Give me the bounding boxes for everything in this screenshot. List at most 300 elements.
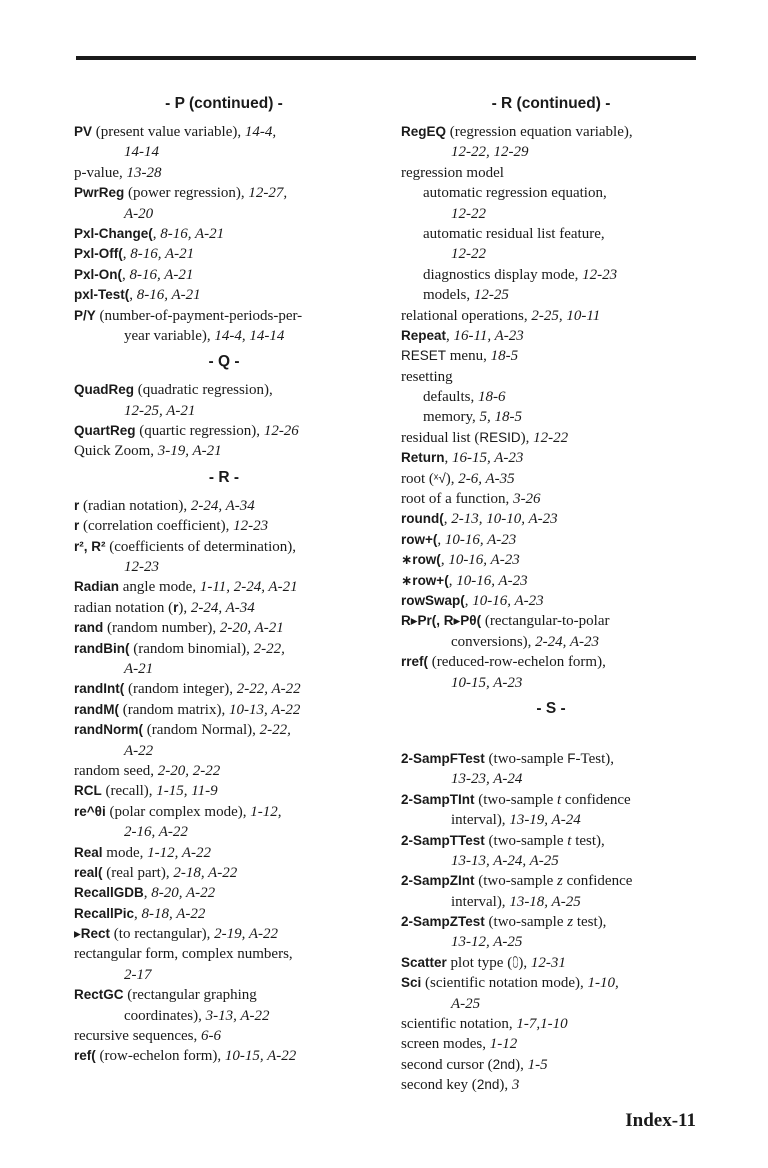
entry-text: screen modes,: [401, 1036, 490, 1053]
entry-text: plot type (: [446, 954, 513, 971]
page-reference: 12-22: [533, 429, 569, 446]
index-entry-line: [74, 537, 374, 557]
entry-keyword: re^θi: [74, 803, 106, 819]
index-entry-line: [74, 985, 374, 1005]
index-entry-line: [401, 367, 701, 387]
entry-keyword: 2-SampTTest: [401, 832, 485, 848]
section-gap: [401, 727, 701, 749]
index-entry-line: [74, 401, 374, 421]
index-entry-line: [74, 122, 374, 142]
entry-keyword: RegEQ: [401, 124, 447, 139]
entry-keyword: randNorm(: [74, 722, 144, 738]
entry-text: radian notation (: [74, 599, 174, 616]
page-reference: 8-16, A-21: [130, 246, 195, 263]
index-entry-line: [401, 611, 701, 631]
page-reference: 12-23: [124, 559, 159, 576]
entry-text: root of a function,: [401, 491, 514, 508]
page-reference: 6-6: [201, 1028, 222, 1045]
index-entry-line: [401, 571, 701, 591]
index-entry-line: [401, 122, 701, 142]
entry-keyword: r: [74, 497, 80, 513]
page-reference: 2-24, A-34: [190, 599, 255, 616]
entry-keyword: ref(: [74, 1048, 96, 1064]
page-reference: 1-12, A-22: [147, 844, 211, 861]
page-reference: 3-19, A-21: [157, 443, 222, 460]
index-entry-line: [401, 790, 701, 810]
entry-text: models,: [423, 287, 474, 304]
index-entry-line: [74, 516, 374, 536]
entry-text: (two-sample: [484, 750, 568, 767]
page-reference: 3: [511, 1077, 520, 1094]
entry-text: ,: [143, 885, 152, 902]
entry-keyword: P/Y: [74, 307, 96, 323]
page-reference: 10-13, A-22: [228, 701, 301, 718]
entry-text: year variable),: [124, 327, 215, 344]
page-reference: 10-16, A-23: [456, 572, 528, 589]
entry-text: residual list (: [401, 429, 480, 446]
entry-text: ,: [443, 511, 452, 528]
index-entry-line: [74, 802, 374, 822]
entry-text: (rectangular-to-polar: [481, 613, 610, 630]
page-reference: 8-20, A-22: [151, 885, 216, 902]
index-entry-line: [401, 428, 701, 448]
page-reference: 10-15, A-23: [451, 674, 523, 691]
page-number: Index-11: [625, 1110, 696, 1131]
entry-keyword: PwrReg: [74, 185, 125, 201]
entry-text: relational operations,: [401, 307, 532, 324]
page-reference: 10-16, A-23: [444, 531, 517, 548]
page-reference: 2-22,: [253, 640, 285, 657]
index-entry-line: [74, 965, 374, 985]
index-entry-line: [74, 1026, 374, 1046]
index-entry-line: [74, 679, 374, 699]
index-entry-line: [401, 448, 701, 468]
entry-text: (random Normal),: [143, 722, 260, 739]
entry-text: conversions),: [451, 633, 536, 650]
entry-text: interval),: [451, 893, 510, 910]
entry-text: (real part),: [102, 864, 174, 881]
page-reference: 12-31: [530, 954, 566, 971]
page-reference: 2-24, A-34: [190, 497, 255, 514]
entry-keyword: pxl-Test(: [74, 287, 130, 303]
entry-text: confidence: [561, 791, 631, 808]
entry-keyword: rand: [74, 620, 104, 636]
page-reference: t: [567, 832, 572, 849]
entry-keyword: Scatter: [401, 954, 447, 970]
index-entry-line: [74, 380, 374, 400]
entry-text: (random integer),: [124, 681, 237, 698]
entry-keyword: r: [74, 518, 80, 534]
page-reference: 2-20, A-21: [219, 620, 284, 637]
index-entry-line: [74, 577, 374, 597]
index-entry-line: [74, 224, 374, 244]
page-reference: 5, 18-5: [479, 409, 523, 426]
entry-text: mode,: [102, 844, 148, 861]
entry-text: automatic regression equation,: [423, 185, 607, 202]
page-reference: 13-28: [126, 164, 162, 181]
index-entry-line: [74, 306, 374, 326]
page-reference: 10-16, A-23: [448, 552, 520, 569]
page-reference: 2-25, 10-11: [531, 307, 601, 324]
index-entry-line: [401, 1055, 701, 1075]
entry-text: (row-echelon form),: [95, 1048, 225, 1065]
entry-keyword: 2-SampFTest: [401, 750, 485, 766]
entry-text: (reduced-row-echelon form),: [428, 654, 606, 671]
index-entry-line: [401, 142, 701, 162]
entry-text: regression model: [401, 164, 504, 181]
index-entry-line: [74, 639, 374, 659]
entry-keyword: 2-SampZInt: [401, 873, 475, 889]
index-entry-line: [74, 557, 374, 577]
index-entry-line: [74, 163, 374, 183]
index-entry-line: [401, 851, 701, 871]
entry-text: angle mode,: [119, 579, 200, 596]
entry-keyword: Repeat: [401, 327, 447, 343]
page-reference: 13-18, A-25: [509, 893, 581, 910]
entry-text: second key (: [401, 1077, 477, 1094]
entry-text: (correlation coefficient),: [79, 518, 234, 535]
page-reference: 1-10,: [587, 975, 619, 992]
index-entry-line: [401, 224, 701, 244]
page-reference: 1-11, 2-24, A-21: [199, 579, 298, 596]
page-reference: 8-16, A-21: [136, 287, 201, 304]
entry-text: (radian notation),: [79, 497, 191, 514]
page-reference: 2-24, A-23: [535, 633, 600, 650]
page-reference: 1-12: [489, 1036, 518, 1053]
page-reference: 2-13, 10-10, A-23: [451, 511, 558, 528]
entry-keyword: rref(: [401, 654, 429, 670]
page-reference: 2-22,: [259, 722, 291, 739]
entry-text: (two-sample: [474, 873, 557, 890]
entry-text: ,: [152, 225, 161, 242]
entry-text: p-value,: [74, 164, 127, 181]
page-reference: 10-15, A-22: [224, 1048, 297, 1065]
entry-text: ,: [440, 552, 449, 569]
index-entry-line: [74, 204, 374, 224]
page-reference: 8-16, A-21: [129, 266, 194, 283]
index-entry-line: [74, 944, 374, 964]
page-reference: 12-22: [451, 205, 486, 222]
entry-text: (recall),: [101, 783, 157, 800]
index-entry-line: [401, 892, 701, 912]
page-reference: 12-27,: [248, 185, 288, 202]
page-reference: 12-25: [473, 287, 509, 304]
entry-keyword: RectGC: [74, 987, 124, 1003]
entry-text: ),: [518, 954, 531, 971]
section-heading: - R -: [208, 468, 240, 486]
entry-keyword: r: [173, 599, 179, 615]
index-entry-line: [401, 1034, 701, 1054]
entry-symbol: ˣ√: [433, 470, 446, 486]
index-entry-line: [401, 509, 701, 529]
index-entry-line: [401, 407, 701, 427]
page-reference: 18-5: [490, 348, 519, 365]
entry-keyword: 2-SampZTest: [401, 914, 485, 930]
index-entry-line: [74, 863, 374, 883]
entry-text: (random number),: [103, 620, 220, 637]
index-entry-line: [401, 831, 701, 851]
entry-text: (number-of-payment-periods-per-: [95, 307, 303, 324]
index-entry-line: [401, 265, 701, 285]
index-entry-line: [401, 469, 701, 489]
index-column-left: [74, 92, 374, 1067]
index-entry-line: [74, 326, 374, 346]
page-reference: 12-22, 12-29: [451, 144, 529, 161]
index-entry-line: [401, 326, 701, 346]
entry-text: root (: [401, 470, 434, 487]
entry-keyword: Sci: [401, 975, 422, 991]
index-entry-line: [401, 489, 701, 509]
index-entry-line: [74, 285, 374, 305]
page-reference: 18-6: [477, 389, 506, 406]
entry-keyword: 2-SampTInt: [401, 791, 475, 807]
index-entry-line: [74, 265, 374, 285]
entry-text: confidence: [562, 873, 633, 890]
page-reference: 8-16, A-21: [160, 225, 225, 242]
entry-text: (rectangular graphing: [123, 987, 257, 1004]
entry-text: ,: [444, 450, 452, 467]
page-reference: A-21: [124, 660, 154, 677]
entry-text: menu,: [446, 348, 491, 365]
page-reference: 14-4, 14-14: [214, 327, 285, 344]
index-entry-line: [74, 659, 374, 679]
index-entry-line: [401, 749, 701, 769]
index-entry-line: [74, 244, 374, 264]
index-entry-line: [74, 183, 374, 203]
section-heading: - S -: [536, 699, 566, 717]
index-entry-line: [401, 632, 701, 652]
page-reference: 13-12, A-25: [451, 934, 523, 951]
entry-keyword: RCL: [74, 783, 102, 799]
index-entry-line: [74, 924, 374, 944]
entry-keyword: R▸Pr(, R▸Pθ(: [401, 613, 482, 629]
top-rule: [76, 56, 696, 60]
entry-keyword: randInt(: [74, 681, 125, 697]
entry-keyword: Real: [74, 844, 103, 860]
page-reference: z: [557, 873, 563, 890]
index-entry-line: [74, 1006, 374, 1026]
entry-text: (scientific notation mode),: [421, 975, 588, 992]
page-reference: 12-23: [582, 266, 618, 283]
entry-keyword: randM(: [74, 701, 119, 717]
index-entry-line: [401, 953, 701, 973]
entry-text: ),: [515, 1056, 528, 1073]
section-heading: - P (continued) -: [165, 95, 283, 112]
entry-text: (random matrix),: [119, 701, 229, 718]
entry-keyword: real(: [74, 864, 103, 880]
page-reference: 2-6, A-35: [458, 470, 515, 487]
page-reference: 2-20, 2-22: [157, 762, 221, 779]
entry-text: defaults,: [423, 389, 478, 406]
entry-keyword: round(: [401, 511, 444, 527]
page-reference: 12-23: [233, 518, 269, 535]
index-entry-line: [401, 244, 701, 264]
entry-symbol: RESET: [401, 348, 447, 364]
page-reference: 3-26: [513, 491, 541, 508]
entry-text: (two-sample: [474, 791, 557, 808]
page-reference: 16-15, A-23: [452, 450, 524, 467]
index-entry-line: [74, 843, 374, 863]
entry-text: second cursor (: [401, 1056, 493, 1073]
entry-text: (coefficients of determination),: [105, 538, 296, 555]
index-entry-line: [401, 285, 701, 305]
index-entry-line: [401, 591, 701, 611]
entry-text: (random binomial),: [129, 640, 254, 657]
entry-keyword: Pxl-Change(: [74, 225, 153, 241]
index-entry-line: [74, 1046, 374, 1066]
entry-keyword: ▸Rect: [74, 926, 111, 942]
entry-text: ,: [122, 246, 131, 263]
entry-text: ),: [499, 1077, 512, 1094]
entry-keyword: QuartReg: [74, 423, 136, 439]
page-reference: 8-18, A-22: [141, 905, 206, 922]
entry-keyword: Pxl-Off(: [74, 246, 123, 262]
entry-text: (quadratic regression),: [134, 382, 273, 399]
page-reference: 2-16, A-22: [124, 824, 188, 841]
entry-text: (quartic regression),: [135, 423, 264, 440]
page-reference: 12-22: [451, 246, 486, 263]
page-reference: 1-5: [527, 1056, 548, 1073]
entry-keyword: Radian: [74, 579, 120, 595]
entry-text: (power regression),: [124, 185, 249, 202]
entry-text: scientific notation,: [401, 1016, 517, 1033]
section-heading: - Q -: [208, 353, 240, 371]
page-reference: 1-15, 11-9: [156, 783, 218, 800]
entry-keyword: Pxl-On(: [74, 266, 123, 282]
entry-symbol: RESID: [479, 429, 521, 445]
page-reference: 14-14: [124, 144, 159, 161]
entry-text: recursive sequences,: [74, 1028, 202, 1045]
page-reference: 13-19, A-24: [509, 812, 581, 829]
index-entry-line: [74, 761, 374, 781]
entry-text: ,: [437, 531, 445, 548]
entry-text: ,: [464, 592, 473, 609]
index-entry-line: [74, 441, 374, 461]
entry-text: Quick Zoom,: [74, 443, 158, 460]
index-entry-line: [401, 912, 701, 932]
page-reference: 13-13, A-24, A-25: [451, 852, 559, 869]
index-entry-line: [74, 618, 374, 638]
index-entry-line: [401, 871, 701, 891]
index-entry-line: [401, 994, 701, 1014]
page-reference: 12-25, A-21: [124, 402, 196, 419]
page-reference: 3-13, A-22: [205, 1007, 270, 1024]
entry-keyword: ∗row(: [401, 552, 441, 568]
index-entry-line: [401, 550, 701, 570]
index-entry-line: [74, 781, 374, 801]
entry-text: automatic residual list feature,: [423, 225, 605, 242]
entry-text: ,: [446, 327, 454, 344]
entry-keyword: RecallPic: [74, 905, 135, 921]
entry-keyword: rowSwap(: [401, 592, 465, 608]
entry-text: test),: [573, 914, 607, 931]
index-entry-line: [401, 346, 701, 366]
entry-text: (polar complex mode),: [105, 803, 251, 820]
index-entry-line: [401, 204, 701, 224]
entry-text: resetting: [401, 368, 453, 385]
entry-text: coordinates),: [124, 1007, 206, 1024]
page-reference: 13-23, A-24: [451, 771, 523, 788]
entry-text: diagnostics display mode,: [423, 266, 583, 283]
entry-keyword: Return: [401, 450, 445, 466]
entry-text: (to rectangular),: [110, 926, 215, 943]
index-entry-line: [401, 810, 701, 830]
page-reference: A-25: [451, 995, 481, 1012]
entry-text: ,: [122, 266, 130, 283]
entry-text: ,: [129, 287, 137, 304]
entry-text: -Test),: [575, 750, 615, 767]
page-reference: 2-17: [124, 966, 152, 983]
index-entry-line: [74, 883, 374, 903]
entry-text: (two-sample: [484, 914, 568, 931]
entry-text: (regression equation variable),: [446, 124, 633, 140]
entry-keyword: r², R²: [74, 538, 106, 554]
entry-keyword: RecallGDB: [74, 885, 144, 901]
index-entry-line: [401, 973, 701, 993]
entry-text: ,: [448, 572, 457, 589]
index-entry-line: [401, 652, 701, 672]
page-reference: A-22: [124, 742, 154, 759]
entry-keyword: PV: [74, 124, 93, 139]
entry-text: ),: [520, 429, 534, 446]
page-reference: z: [567, 914, 574, 931]
entry-text: interval),: [451, 812, 510, 829]
entry-symbol: F: [567, 750, 576, 766]
index-entry-line: [401, 932, 701, 952]
index-entry-line: [74, 142, 374, 162]
index-entry-line: [74, 421, 374, 441]
entry-text: memory,: [423, 409, 480, 426]
page-reference: t: [557, 791, 562, 808]
entry-symbol: ⩇: [512, 954, 519, 970]
page-reference: 16-11, A-23: [453, 327, 524, 344]
index-entry-line: [401, 306, 701, 326]
entry-keyword: randBin(: [74, 640, 130, 656]
index-entry-line: [74, 496, 374, 516]
index-entry-line: [74, 720, 374, 740]
entry-text: ),: [178, 599, 191, 616]
index-entry-line: [74, 700, 374, 720]
page-reference: 2-18, A-22: [173, 864, 238, 881]
index-entry-line: [401, 387, 701, 407]
entry-text: ,: [134, 905, 142, 922]
page-reference: 12-26: [263, 423, 299, 440]
index-entry-line: [401, 183, 701, 203]
index-entry-line: [401, 1014, 701, 1034]
page-reference: 1-7,1-10: [516, 1016, 568, 1033]
entry-keyword: QuadReg: [74, 382, 135, 398]
entry-symbol: 2nd: [492, 1056, 516, 1072]
index-entry-line: [401, 673, 701, 693]
page-reference: 14-4,: [244, 124, 277, 140]
entry-text: ),: [445, 470, 459, 487]
index-column-right: [401, 92, 701, 1096]
index-entry-line: [74, 598, 374, 618]
page-reference: 2-22, A-22: [236, 681, 301, 698]
page-reference: 10-16, A-23: [472, 592, 544, 609]
page-reference: 2-19, A-22: [214, 926, 279, 943]
entry-text: (two-sample: [484, 832, 568, 849]
index-entry-line: [401, 1075, 701, 1095]
index-entry-line: [74, 822, 374, 842]
page-reference: 1-12,: [250, 803, 282, 820]
entry-text: rectangular form, complex numbers,: [74, 946, 293, 963]
entry-symbol: 2nd: [476, 1077, 500, 1093]
index-entry-line: [74, 741, 374, 761]
entry-text: test),: [571, 832, 605, 849]
entry-text: random seed,: [74, 762, 158, 779]
entry-keyword: ∗row+(: [401, 572, 449, 588]
